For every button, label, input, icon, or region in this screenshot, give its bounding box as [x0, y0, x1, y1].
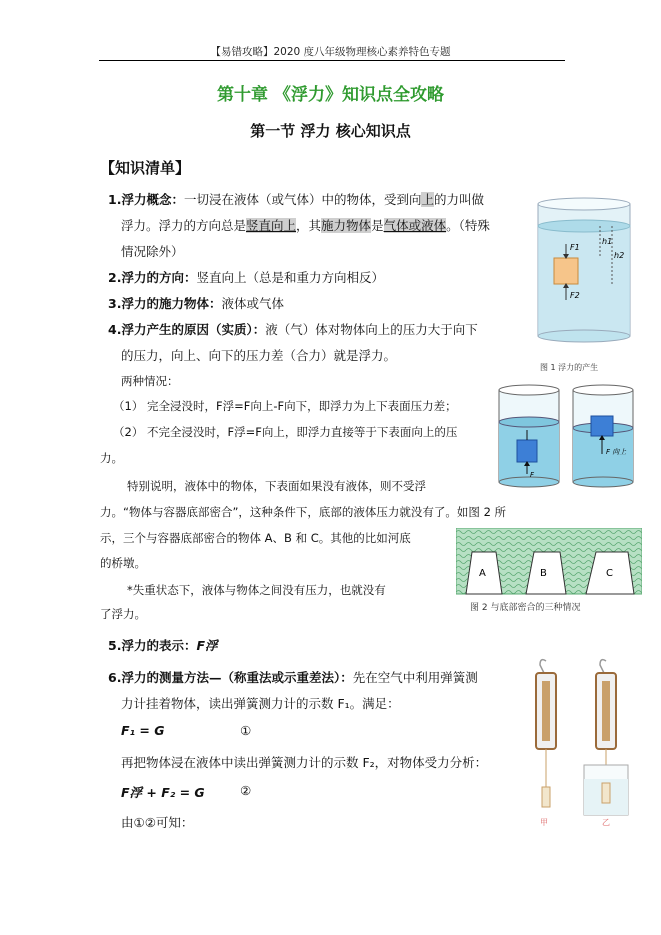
list-title: 【知识清单】 [100, 159, 191, 177]
fig1-label-h1: h1 [602, 237, 613, 246]
fig1-caption: 图 1 浮力的产生 [540, 363, 599, 372]
fig1-label-f2: F2 [570, 291, 580, 300]
spring-scale-in-liquid [584, 660, 628, 827]
item1-text: 。（特殊 [446, 218, 490, 233]
item4-weightless-line2: 了浮力。 [100, 607, 146, 621]
item6-line3: 再把物体浸在液体中读出弹簧测力计的示数 F₂，对物体受力分析： [121, 755, 488, 770]
spring-scale-in-air [536, 660, 556, 827]
item1-line2 [121, 216, 490, 234]
figure-2-sealed-objects [456, 528, 642, 616]
figure-1-beaker [530, 192, 642, 372]
item4-text: 液（气）体对物体向上的压力大于向下 [265, 322, 478, 337]
beaker-partially-submerged [573, 385, 633, 487]
item5 [108, 636, 218, 654]
item4-special-line4: 的桥墩。 [100, 556, 146, 570]
header-divider [99, 60, 565, 61]
fig2-caption: 图 2 与底部密合的三种情况 [470, 603, 581, 613]
item4-line1 [108, 320, 478, 338]
item3-label: 3.浮力的施力物体： [108, 296, 222, 311]
cube-icon [591, 416, 613, 436]
item4-weightless-line1: *失重状态下，液体与物体之间没有压力，也就没有 [127, 583, 386, 597]
item4-case1: （1） 完全浸没时，F浮=F向上-F向下，即浮力为上下表面压力差； [113, 399, 457, 413]
beaker-left-label: F [530, 471, 535, 479]
item1-highlight-source: 施力物体 [321, 218, 372, 233]
fig1-label-f1: F1 [570, 243, 580, 252]
item4-line2: 的压力，向上、向下的压力差（合力）就是浮力。 [121, 348, 397, 363]
item1-line1 [108, 190, 484, 208]
item1-text: 的力叫做 [433, 192, 484, 207]
item4-special-line2: 力。“物体与容器底部密合”，这种条件下，底部的液体压力就没有了。如图 2 所 [100, 505, 507, 519]
item1-highlight-direction: 竖直向上 [246, 218, 297, 233]
item1-text: 浮力。浮力的方向总是 [121, 218, 247, 233]
item4-special-line1: 特别说明，液体中的物体，下表面如果没有液体，则不受浮 [127, 479, 426, 493]
object-a-label: A [479, 568, 486, 579]
item1-text: 一切浸在液体（或气体）中的物体，受到向 [183, 192, 422, 207]
item1-line3: 情况除外） [121, 244, 184, 259]
item3-text: 液体或气体 [221, 296, 284, 311]
item6-line1 [108, 668, 478, 686]
item6-text: 先在空气中利用弹簧测 [352, 670, 478, 685]
figure-3-spring-scale [518, 655, 640, 830]
beaker-right-label: F 向上 [606, 448, 627, 456]
page-header: 【易错攻略】2020 度八年级物理核心素养特色专题 [210, 46, 451, 58]
item5-symbol: F浮 [196, 638, 218, 653]
item4-case2: （2） 不完全浸没时，F浮=F向上，即浮力直接等于下表面向上的压 [113, 425, 458, 439]
figure-submersion-beakers [493, 382, 641, 492]
item1-text: 是 [371, 218, 384, 233]
section-title: 第一节 浮力 核心知识点 [250, 122, 411, 140]
fig3-label-left: 甲 [540, 818, 548, 827]
equation-1-number: ① [240, 723, 252, 738]
item6-label: 6.浮力的测量方法—（称重法或示重差法）： [108, 670, 353, 685]
item4-case2-cont: 力。 [100, 451, 123, 465]
chapter-title: 第十章 《浮力》知识点全攻略 [217, 85, 444, 105]
item3 [108, 294, 284, 312]
beaker-fully-submerged [499, 385, 559, 487]
item1-highlight-up: 上 [421, 192, 434, 207]
item2-text: 竖直向上（总是和重力方向相反） [196, 270, 384, 285]
equation-2: F浮 + F₂ = G [121, 785, 205, 800]
item4-label: 4.浮力产生的原因（实质）： [108, 322, 266, 337]
cube-icon [517, 440, 537, 462]
object-c-label: C [606, 568, 613, 579]
item4-special-line3: 示，三个与容器底部密合的物体 A、B 和 C。其他的比如河底 [100, 531, 411, 545]
fig1-label-h2: h2 [614, 251, 625, 260]
item6-line4: 由①②可知： [121, 815, 194, 830]
object-b-label: B [540, 568, 547, 579]
item1-highlight-fluid: 气体或液体 [383, 218, 447, 233]
item4-cases-intro: 两种情况： [121, 374, 179, 388]
fig3-label-right: 乙 [602, 818, 610, 827]
item5-label: 5.浮力的表示： [108, 638, 197, 653]
item6-line2: 力计挂着物体，读出弹簧测力计的示数 F₁。满足： [121, 696, 400, 711]
equation-1: F₁ = G [121, 723, 165, 738]
item1-label: 1.浮力概念： [108, 192, 184, 207]
item2-label: 2.浮力的方向： [108, 270, 197, 285]
cube-icon [554, 258, 578, 284]
equation-2-number: ② [240, 783, 252, 798]
item2 [108, 268, 384, 286]
item1-text: ，其 [296, 218, 322, 233]
